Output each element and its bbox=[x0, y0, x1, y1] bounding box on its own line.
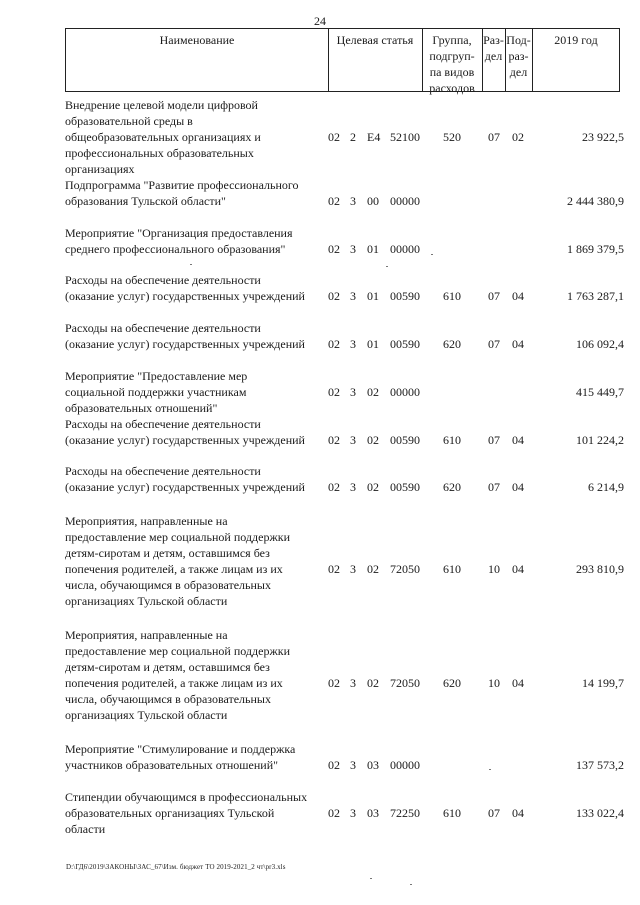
target-code-direction: 72250 bbox=[390, 806, 420, 820]
section-code: 07 bbox=[488, 480, 500, 494]
target-code-activity: 02 bbox=[367, 676, 379, 690]
subsection-code: 04 bbox=[512, 562, 524, 576]
expense-group: 610 bbox=[443, 433, 461, 447]
amount-2019: 2 444 380,9 bbox=[567, 194, 624, 208]
row-name: Мероприятия, направленные на предоставление мер социальной поддержки детям-сиротам и детям, оставшимся без попечения родителей, а также лицам из их числа, обучающимся в образовательных организациях Тульской области bbox=[65, 628, 291, 722]
section-code: 10 bbox=[488, 562, 500, 576]
target-code-subprogram: 3 bbox=[350, 289, 356, 303]
target-code-program: 02 bbox=[328, 130, 340, 144]
amount-2019: 6 214,9 bbox=[588, 480, 624, 494]
target-code-direction: 00590 bbox=[390, 433, 420, 447]
amount-2019: 14 199,7 bbox=[582, 676, 624, 690]
row-name: Расходы на обеспечение деятельности (оказание услуг) государственных учреждений bbox=[65, 417, 305, 447]
expense-group: 610 bbox=[443, 289, 461, 303]
target-code-program: 02 bbox=[328, 337, 340, 351]
page-number: 24 bbox=[314, 14, 326, 28]
section-code: 07 bbox=[488, 806, 500, 820]
target-code-program: 02 bbox=[328, 806, 340, 820]
section-code: 10 bbox=[488, 676, 500, 690]
target-code-activity: 02 bbox=[367, 385, 379, 399]
amount-2019: 1 869 379,5 bbox=[567, 242, 624, 256]
section-code: 07 bbox=[488, 130, 500, 144]
target-code-program: 02 bbox=[328, 385, 340, 399]
target-code-subprogram: 3 bbox=[350, 480, 356, 494]
scan-speck bbox=[410, 884, 412, 885]
scan-speck bbox=[370, 878, 372, 879]
row-name: Мероприятие "Предоставление мер социальной поддержки участникам образовательных отношений" bbox=[65, 369, 248, 415]
target-code-program: 02 bbox=[328, 289, 340, 303]
expense-group: 620 bbox=[443, 676, 461, 690]
subsection-code: 02 bbox=[512, 130, 524, 144]
expense-group: 610 bbox=[443, 806, 461, 820]
amount-2019: 106 092,4 bbox=[576, 337, 624, 351]
file-path-footer: D:\ГД6\2019\ЗАКОНЫ\ЗАС_67\Изм. бюджет ТО 2019-2021_2 чт\pr3.xls bbox=[66, 863, 286, 871]
target-code-subprogram: 3 bbox=[350, 194, 356, 208]
expense-group: 620 bbox=[443, 480, 461, 494]
expense-group: 620 bbox=[443, 337, 461, 351]
header-group: Группа, подгруп- па видов расходов bbox=[429, 33, 475, 95]
target-code-activity: 00 bbox=[367, 194, 379, 208]
target-code-activity: 01 bbox=[367, 242, 379, 256]
target-code-subprogram: 3 bbox=[350, 676, 356, 690]
target-code-activity: 01 bbox=[367, 289, 379, 303]
row-name: Расходы на обеспечение деятельности (оказание услуг) государственных учреждений bbox=[65, 273, 305, 303]
amount-2019: 133 022,4 bbox=[576, 806, 624, 820]
header-section: Раз- дел bbox=[483, 33, 504, 63]
target-code-direction: 52100 bbox=[390, 130, 420, 144]
target-code-direction: 00000 bbox=[390, 194, 420, 208]
target-code-program: 02 bbox=[328, 242, 340, 256]
target-code-activity: E4 bbox=[367, 130, 381, 144]
scan-speck bbox=[489, 769, 491, 770]
amount-2019: 23 922,5 bbox=[582, 130, 624, 144]
subsection-code: 04 bbox=[512, 289, 524, 303]
target-code-direction: 00000 bbox=[390, 385, 420, 399]
target-code-program: 02 bbox=[328, 758, 340, 772]
target-code-program: 02 bbox=[328, 562, 340, 576]
table-header bbox=[65, 28, 620, 95]
row-name: Мероприятие "Организация предоставления среднего профессионального образования" bbox=[65, 226, 293, 256]
target-code-program: 02 bbox=[328, 676, 340, 690]
amount-2019: 415 449,7 bbox=[576, 385, 624, 399]
amount-2019: 137 573,2 bbox=[576, 758, 624, 772]
header-target: Целевая статья bbox=[336, 33, 414, 47]
row-name: Стипендии обучающимся в профессиональных образовательных организациях Тульской области bbox=[65, 790, 308, 836]
subsection-code: 04 bbox=[512, 676, 524, 690]
section-code: 07 bbox=[488, 337, 500, 351]
target-code-subprogram: 3 bbox=[350, 562, 356, 576]
section-code: 07 bbox=[488, 433, 500, 447]
scan-speck bbox=[190, 264, 192, 265]
amount-2019: 101 224,2 bbox=[576, 433, 624, 447]
target-code-program: 02 bbox=[328, 433, 340, 447]
header-name: Наименование bbox=[159, 33, 235, 47]
target-code-direction: 00590 bbox=[390, 289, 420, 303]
target-code-program: 02 bbox=[328, 194, 340, 208]
header-subsection: Под- раз- дел bbox=[506, 33, 531, 79]
subsection-code: 04 bbox=[512, 480, 524, 494]
section-code: 07 bbox=[488, 289, 500, 303]
subsection-code: 04 bbox=[512, 806, 524, 820]
target-code-activity: 02 bbox=[367, 480, 379, 494]
target-code-direction: 00000 bbox=[390, 242, 420, 256]
target-code-program: 02 bbox=[328, 480, 340, 494]
amount-2019: 293 810,9 bbox=[576, 562, 624, 576]
target-code-subprogram: 3 bbox=[350, 806, 356, 820]
expense-group: 520 bbox=[443, 130, 461, 144]
target-code-subprogram: 2 bbox=[350, 130, 356, 144]
header-year: 2019 год bbox=[554, 33, 598, 47]
amount-2019: 1 763 287,1 bbox=[567, 289, 624, 303]
target-code-activity: 01 bbox=[367, 337, 379, 351]
subsection-code: 04 bbox=[512, 337, 524, 351]
target-code-direction: 00590 bbox=[390, 480, 420, 494]
expense-group: 610 bbox=[443, 562, 461, 576]
scan-speck bbox=[386, 266, 388, 267]
target-code-activity: 02 bbox=[367, 433, 379, 447]
row-name: Мероприятие "Стимулирование и поддержка участников образовательных отношений" bbox=[65, 742, 296, 772]
target-code-activity: 03 bbox=[367, 758, 379, 772]
target-code-subprogram: 3 bbox=[350, 242, 356, 256]
target-code-direction: 00590 bbox=[390, 337, 420, 351]
target-code-direction: 72050 bbox=[390, 676, 420, 690]
row-name: Расходы на обеспечение деятельности (оказание услуг) государственных учреждений bbox=[65, 321, 305, 351]
target-code-activity: 03 bbox=[367, 806, 379, 820]
target-code-direction: 72050 bbox=[390, 562, 420, 576]
subsection-code: 04 bbox=[512, 433, 524, 447]
row-name: Подпрограмма "Развитие профессионального образования Тульской области" bbox=[65, 178, 299, 208]
target-code-direction: 00000 bbox=[390, 758, 420, 772]
target-code-activity: 02 bbox=[367, 562, 379, 576]
target-code-subprogram: 3 bbox=[350, 433, 356, 447]
row-name: Мероприятия, направленные на предоставление мер социальной поддержки детям-сиротам и детям, оставшимся без попечения родителей, а также лицам из их числа, обучающимся в образовательных организациях Тульской области bbox=[65, 514, 291, 608]
row-name: Внедрение целевой модели цифровой образовательной среды в общеобразовательных организациях и профессиональных образовательных организациях bbox=[65, 98, 261, 176]
target-code-subprogram: 3 bbox=[350, 385, 356, 399]
row-name: Расходы на обеспечение деятельности (оказание услуг) государственных учреждений bbox=[65, 464, 305, 494]
target-code-subprogram: 3 bbox=[350, 337, 356, 351]
target-code-subprogram: 3 bbox=[350, 758, 356, 772]
scan-speck bbox=[431, 254, 433, 255]
